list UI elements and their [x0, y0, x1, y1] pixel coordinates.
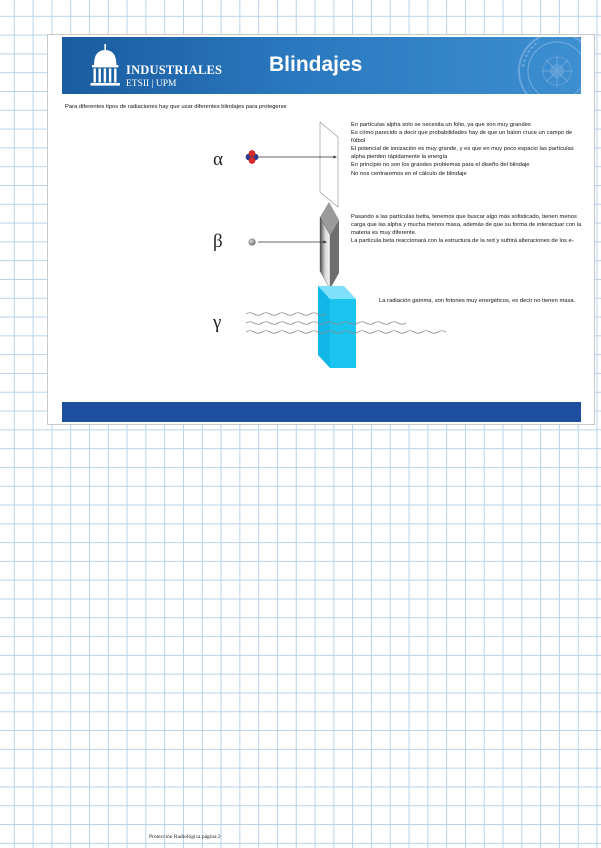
- gamma-symbol: γ: [213, 312, 222, 333]
- alpha-line: El potencial de ionización es muy grande, y es que en muy poco espacio las partículas alpha pierden rápidamente la energía: [351, 146, 574, 161]
- beta-symbol: β: [213, 231, 223, 252]
- beta-line: La partícula beta reaccionará con la estructura de la red y sufrirá alteraciones de los e-: [351, 238, 574, 245]
- paper-sheet: [320, 122, 338, 207]
- logo-subtitle: ETSII | UPM: [126, 79, 177, 89]
- alpha-particle-icon: [246, 150, 259, 164]
- alpha-line: En principio no son los grandes problemas para el diseño del blindaje: [351, 162, 530, 169]
- alpha-line: En partículas alpha solo se necesita un folio, ya que son muy grandes: [351, 122, 531, 128]
- logo-wordmark: INDUSTRIALES: [126, 63, 223, 77]
- slide: [47, 34, 595, 425]
- intro-text: Para diferentes tipos de radiaciones hay que usar diferentes blindajes para protegerse: [65, 104, 287, 110]
- footer-band: [62, 402, 581, 422]
- alpha-line: No nos centraremos en el cálculo de blindaje: [351, 170, 467, 177]
- gamma-description: [379, 297, 585, 305]
- beta-description: [351, 213, 589, 245]
- concrete-block: [330, 299, 356, 368]
- beta-particle-icon: [248, 238, 255, 245]
- beta-line: Pasando a las partículas betta, tenemos que buscar algo más sofisticado, tienen menos carga que las alpha y mucha menos masa, además de que su forma de interactuar con la materia es muy diferente.: [351, 214, 582, 237]
- page-footer: Protección Radiológica página 2: [149, 834, 221, 840]
- alpha-symbol: α: [213, 149, 223, 170]
- alpha-line: Es cómo parecido a decir que probabilidades hay de que un balon cruce un campo de fútbol: [351, 130, 573, 145]
- gamma-line: La radiación gamma, son fotones muy energéticos, es decir no tienen masa.: [379, 298, 576, 304]
- slide-title: Blindajes: [269, 53, 363, 76]
- alpha-description: [351, 121, 587, 178]
